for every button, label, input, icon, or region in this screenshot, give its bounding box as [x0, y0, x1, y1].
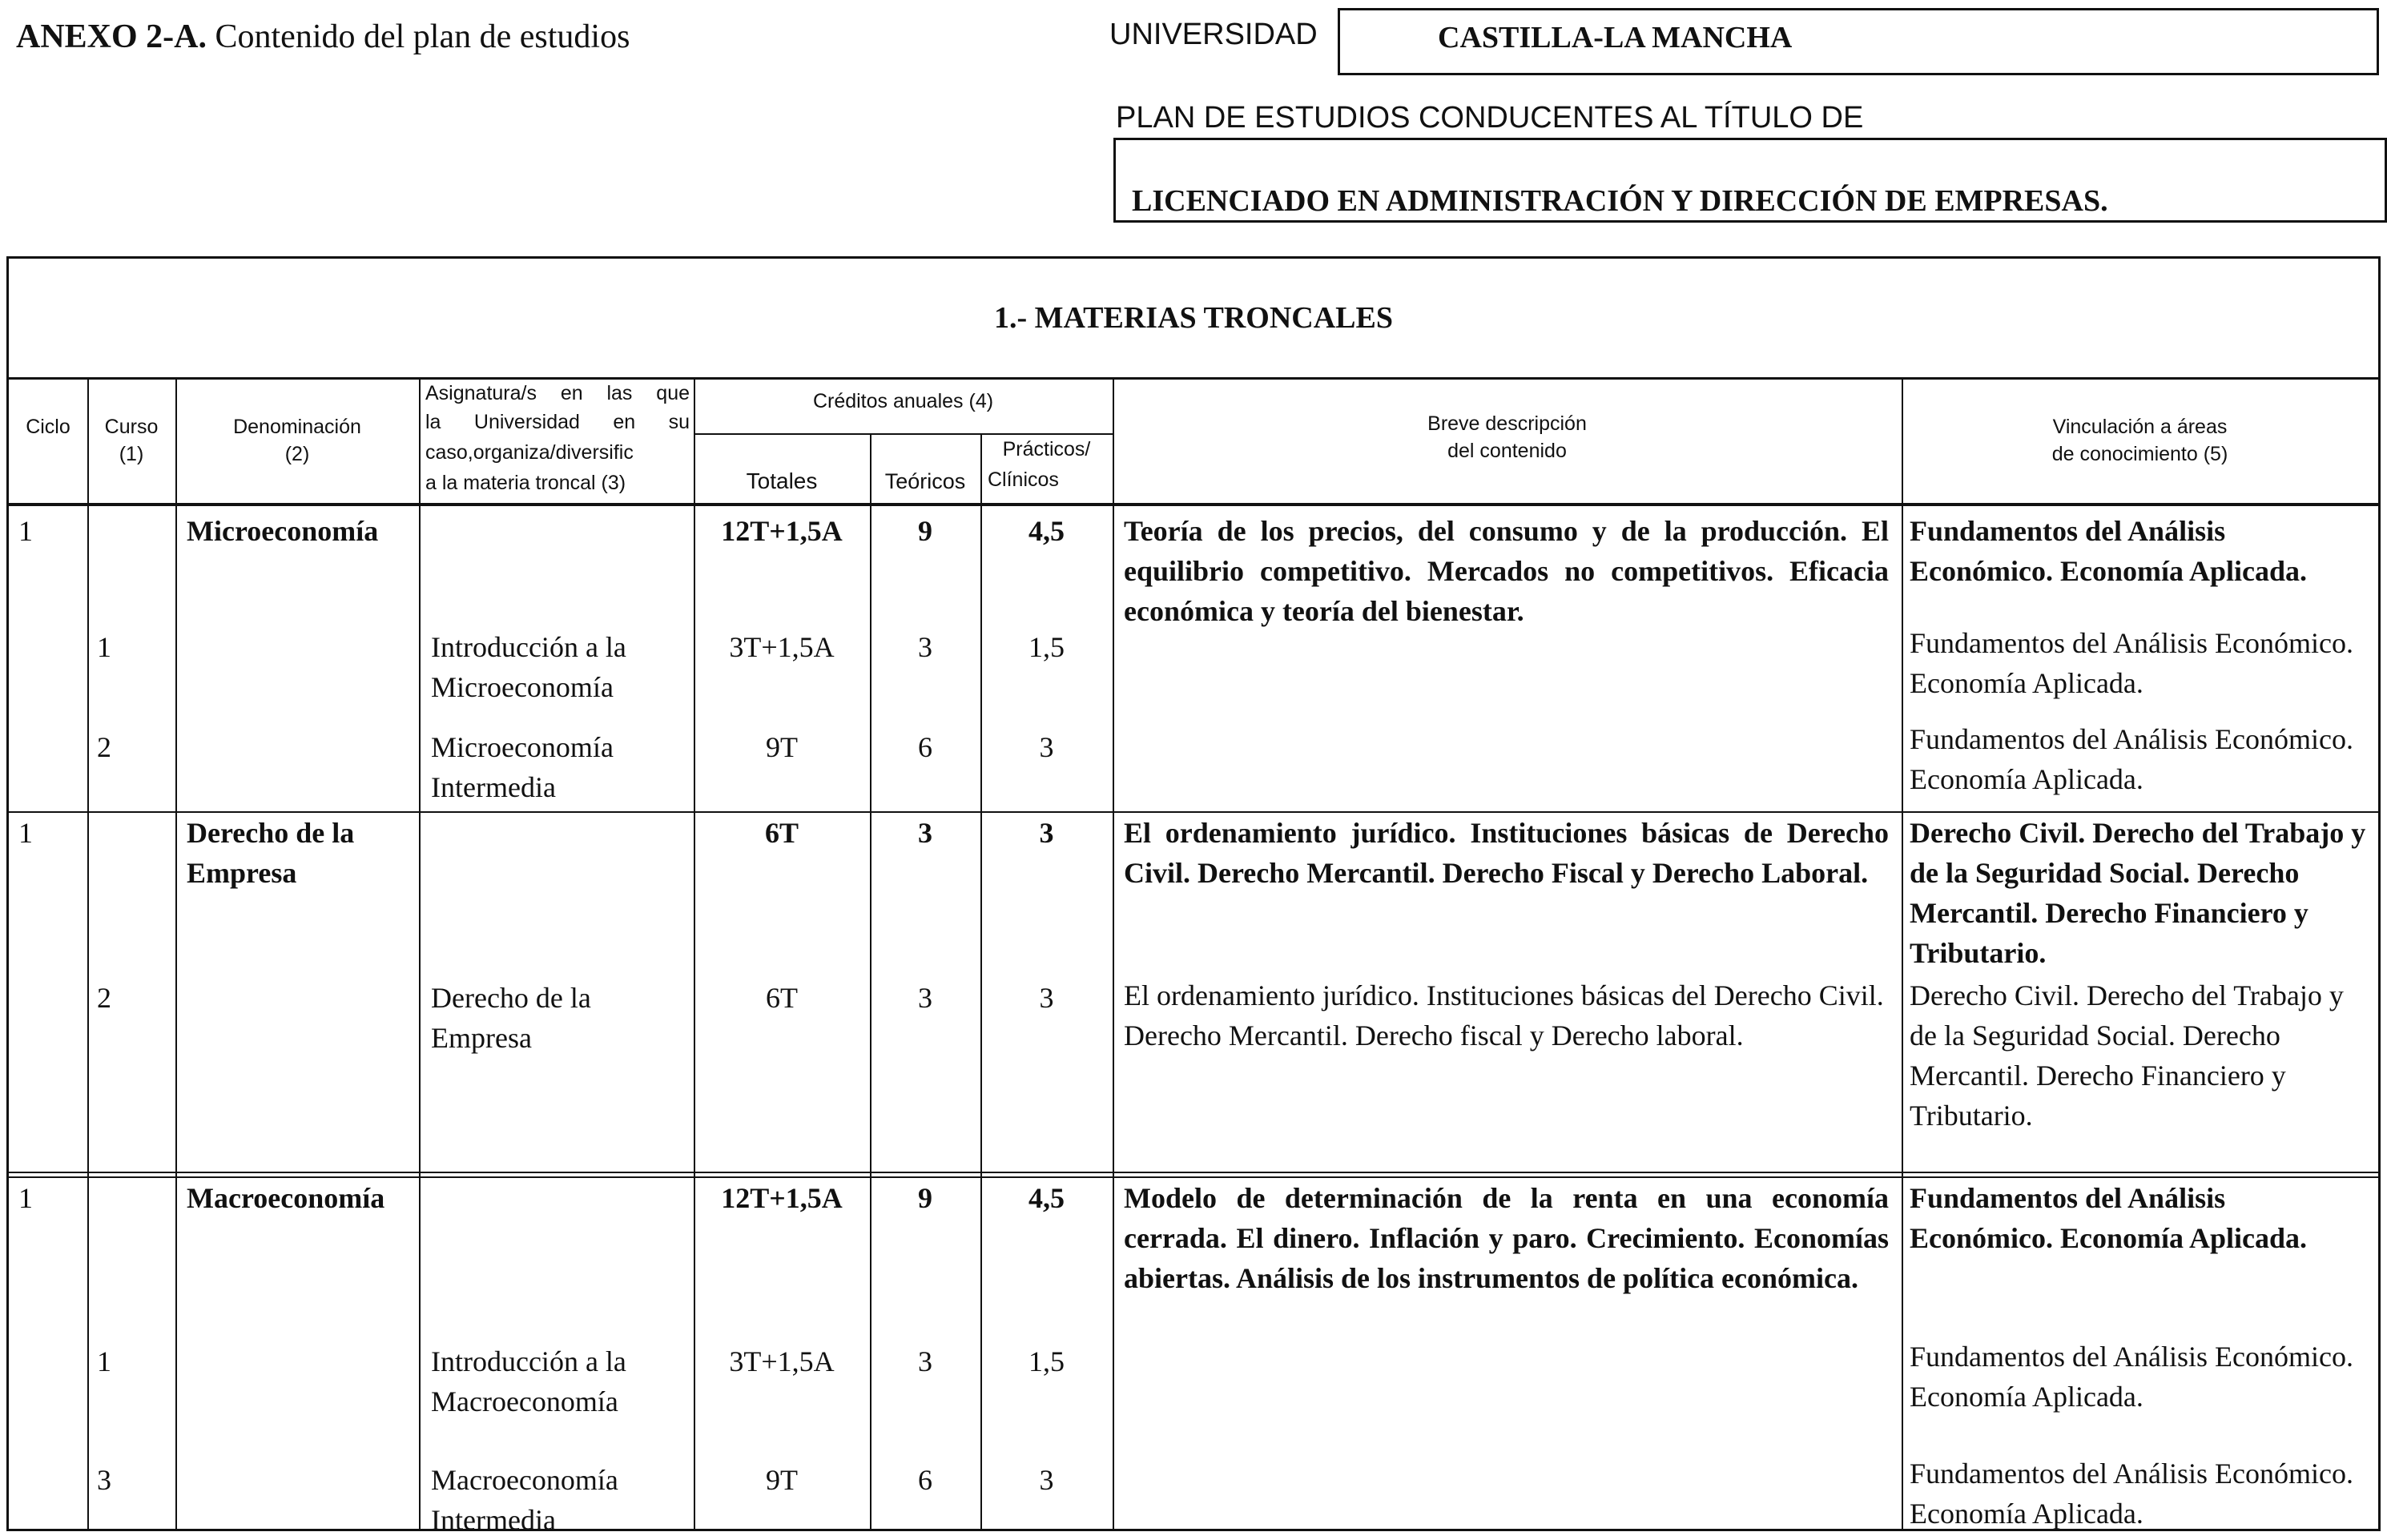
totales-cell: 6T: [766, 982, 798, 1014]
materias-troncales-table: [6, 256, 2381, 1536]
vinculacion-cell: Fundamentos del Análisis Económico. Economía Aplicada.: [1910, 723, 2353, 795]
asignatura-cell: Microeconomía Intermedia: [431, 731, 614, 803]
annex-heading: [16, 18, 630, 56]
col-header-vinculacion-2: de conocimiento (5): [2051, 443, 2228, 465]
totales-cell: 12T+1,5A: [721, 1182, 843, 1214]
teoricos-cell: 9: [918, 1182, 932, 1214]
col-header-ciclo: Ciclo: [26, 416, 70, 438]
vinculacion-cell: Derecho Civil. Derecho del Trabajo y de la Seguridad Social. Derecho Mercantil. Derecho Financiero y Tributario.: [1910, 817, 2366, 969]
col-divider: [419, 377, 421, 1531]
practicos-cell: 3: [1039, 731, 1054, 763]
practicos-cell: 4,5: [1028, 1182, 1065, 1214]
teoricos-cell: 6: [918, 731, 932, 763]
denominacion-cell: Microeconomía: [187, 515, 379, 547]
col-header-denominacion-note: (2): [284, 443, 310, 465]
table-title: 1.- MATERIAS TRONCALES: [9, 259, 2378, 380]
totales-cell: 12T+1,5A: [721, 515, 843, 547]
group-divider: [9, 1172, 2378, 1178]
degree-name: LICENCIADO EN ADMINISTRACIÓN Y DIRECCIÓN DE EMPRESAS.: [1132, 184, 2108, 218]
header-bottom-line: [9, 503, 2378, 506]
teoricos-cell: 3: [918, 1345, 932, 1377]
degree-box: [1113, 138, 2387, 223]
ciclo-cell: 1: [18, 1182, 33, 1214]
col-divider: [87, 377, 89, 1531]
vinculacion-cell: Fundamentos del Análisis Económico. Economía Aplicada.: [1910, 1341, 2353, 1413]
col-header-denominacion: Denominación: [233, 416, 361, 438]
practicos-cell: 1,5: [1028, 1345, 1065, 1377]
teoricos-cell: 9: [918, 515, 932, 547]
col-header-teoricos: Teóricos: [884, 469, 966, 493]
ciclo-cell: 1: [18, 817, 33, 849]
descripcion-cell: Modelo de determinación de la renta en una economía cerrada. El dinero. Inflación y paro. Crecimiento. Economías abiertas. Análisis de los instrumentos de política económica.: [1124, 1182, 1889, 1294]
asignatura-cell: Derecho de la Empresa: [431, 982, 591, 1054]
teoricos-cell: 3: [918, 631, 932, 663]
col-header-asignatura-line: Asignatura/s en las que: [425, 382, 690, 404]
annex-title: Contenido del plan de estudios: [215, 18, 630, 55]
totales-cell: 9T: [766, 1464, 798, 1496]
col-header-creditos: Créditos anuales (4): [812, 390, 994, 412]
descripcion-cell: El ordenamiento jurídico. Instituciones básicas de Derecho Civil. Derecho Mercantil. Derecho Fiscal y Derecho Laboral.: [1124, 817, 1889, 889]
col-divider: [175, 377, 177, 1531]
teoricos-cell: 3: [918, 817, 932, 849]
university-name: CASTILLA-LA MANCHA: [1438, 21, 1793, 54]
curso-cell: 2: [97, 731, 111, 763]
university-box: [1338, 8, 2379, 75]
ciclo-cell: 1: [18, 515, 33, 547]
col-header-clinicos: Clínicos: [988, 468, 1059, 491]
col-header-practicos: Prácticos/: [1002, 438, 1091, 460]
vinculacion-cell: Fundamentos del Análisis Económico. Economía Aplicada.: [1910, 515, 2308, 587]
vinculacion-cell: Fundamentos del Análisis Económico. Economía Aplicada.: [1910, 1458, 2353, 1530]
col-header-vinculacion: Vinculación a áreas: [2052, 416, 2228, 438]
plan-label: PLAN DE ESTUDIOS CONDUCENTES AL TÍTULO DE: [1116, 101, 1864, 135]
curso-cell: 1: [97, 631, 111, 663]
teoricos-cell: 3: [918, 982, 932, 1014]
denominacion-cell: Macroeconomía: [187, 1182, 385, 1214]
col-header-asignatura-line: a la materia troncal (3): [425, 472, 626, 494]
descripcion-cell: Teoría de los precios, del consumo y de la producción. El equilibrio competitivo. Mercados no competitivos. Eficacia económica y teoría del bienestar.: [1124, 515, 1889, 627]
practicos-cell: 3: [1039, 982, 1054, 1014]
col-header-asignatura-line: caso,organiza/diversific: [425, 441, 634, 464]
col-header-curso: Curso: [104, 416, 159, 438]
col-divider: [1902, 377, 1903, 1531]
col-header-asignatura-line: la Universidad en su: [425, 411, 690, 433]
credits-subheader-line: [694, 433, 1113, 435]
university-label: UNIVERSIDAD: [1109, 18, 1318, 51]
col-header-totales: Totales: [746, 468, 818, 493]
denominacion-cell: Derecho de la Empresa: [187, 817, 355, 889]
practicos-cell: 4,5: [1028, 515, 1065, 547]
totales-cell: 9T: [766, 731, 798, 763]
annex-label: ANEXO 2-A.: [16, 18, 207, 55]
asignatura-cell: Introducción a la Microeconomía: [431, 631, 626, 703]
totales-cell: 3T+1,5A: [729, 631, 835, 663]
vinculacion-cell: Derecho Civil. Derecho del Trabajo y de la Seguridad Social. Derecho Mercantil. Derecho Financiero y Tributario.: [1910, 979, 2344, 1132]
curso-cell: 1: [97, 1345, 111, 1377]
practicos-cell: 3: [1039, 817, 1054, 849]
descripcion-cell: El ordenamiento jurídico. Instituciones básicas del Derecho Civil. Derecho Mercantil. Derecho fiscal y Derecho laboral.: [1124, 979, 1884, 1051]
col-header-descripcion-2: del contenido: [1447, 440, 1567, 462]
col-header-curso-note: (1): [119, 443, 144, 465]
curso-cell: 3: [97, 1464, 111, 1496]
vinculacion-cell: Fundamentos del Análisis Económico. Economía Aplicada.: [1910, 1182, 2308, 1254]
practicos-cell: 3: [1039, 1464, 1054, 1496]
totales-cell: 6T: [764, 817, 799, 849]
asignatura-cell: Introducción a la Macroeconomía: [431, 1345, 626, 1417]
curso-cell: 2: [97, 982, 111, 1014]
practicos-cell: 1,5: [1028, 631, 1065, 663]
asignatura-cell: Macroeconomía Intermedia: [431, 1464, 618, 1536]
col-divider: [1113, 377, 1114, 1531]
col-header-descripcion: Breve descripción: [1427, 412, 1587, 435]
totales-cell: 3T+1,5A: [729, 1345, 835, 1377]
vinculacion-cell: Fundamentos del Análisis Económico. Economía Aplicada.: [1910, 627, 2353, 699]
teoricos-cell: 6: [918, 1464, 932, 1496]
